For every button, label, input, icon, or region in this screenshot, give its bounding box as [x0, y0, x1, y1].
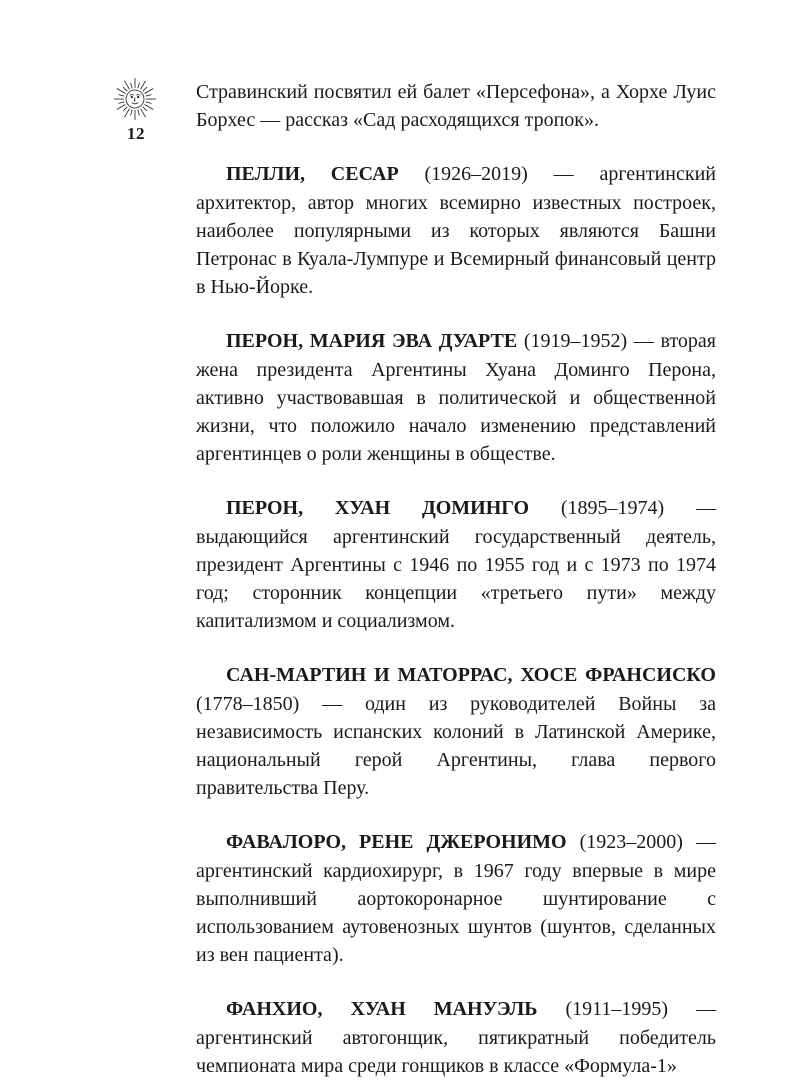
entry-text: (1895–1974) — выдающийся аргентинский государственный деятель, президент Аргентины с 1946 по 1955 год и с 1973 по 1974 год; сторонник концепции «третьего пути» между капитализмом и социализмом.: [196, 497, 716, 633]
entry-name: ФАВАЛОРО, РЕНЕ ДЖЕРОНИМО: [226, 831, 567, 854]
entry-text: (1911–1995) — аргентинский автогонщик, пятикратный победитель чемпионата мира среди гонщиков в классе «Формула-1»: [196, 998, 717, 1077]
intro-paragraph: Стравинский посвятил ей балет «Персефона», а Хорхе Луис Борхес — рассказ «Сад расходящихся тропок».: [196, 81, 716, 132]
page-body: [196, 78, 716, 1080]
sun-ray: [146, 102, 152, 104]
sun-ray: [131, 83, 133, 89]
page-number: 12: [127, 124, 145, 143]
sun-ray: [123, 87, 127, 91]
sun-ray: [145, 105, 154, 110]
sun-ray: [141, 109, 146, 118]
sun-ray: [145, 89, 154, 94]
entry-name: ПЕЛЛИ, СЕСАР: [226, 163, 399, 186]
glossary-entry: [196, 661, 716, 802]
sun-ray: [125, 109, 130, 118]
entry-text: (1923–2000) — аргентинский кардиохирург, в 1967 году впервые в мире выполнивший аортокоронарное шунтирование с использованием аутовенозных шунтов (шунтов, сделанных из вен пациента).: [196, 831, 716, 967]
sun-ray: [141, 81, 146, 90]
entry-text: (1778–1850) — один из руководителей Войны за независимость испанских колоний в Латинской Америке, национальный герой Аргентины, глава первого правительства Перу.: [196, 692, 716, 800]
sun-ray: [131, 110, 133, 116]
sun-ray: [146, 95, 152, 97]
entry-name: ПЕРОН, МАРИЯ ЭВА ДУАРТЕ: [226, 330, 518, 353]
glossary-entry: [196, 995, 716, 1080]
entry-text: (1919–1952) — вторая жена президента Аргентины Хуана Доминго Перона, активно участвовавшая в политической и общественной жизни, что положило начало изменению представлений аргентинцев о роли женщины в обществе.: [196, 330, 716, 466]
sun-ray: [119, 102, 125, 104]
sun-face-icon: [112, 76, 158, 122]
glossary-entry: [196, 160, 716, 301]
sun-ray: [143, 107, 147, 111]
sun-ray: [138, 83, 140, 89]
sun-ray: [117, 89, 126, 94]
entry-name: САН-МАРТИН И МАТОРРАС, ХОСЕ ФРАНСИСКО: [226, 664, 716, 687]
entry-text: (1926–2019) — аргентинский архитектор, автор многих всемирно известных построек, наиболее популярными из которых являются Башни Петронас в Куала-Лумпуре и Всемирный финансовый центр в Нью-Йорке.: [196, 163, 716, 299]
sun-ray: [117, 105, 126, 110]
sun-ray: [138, 110, 140, 116]
sun-ray: [123, 107, 127, 111]
glossary-entry: [196, 327, 716, 468]
sun-ray: [143, 87, 147, 91]
sun-ray: [119, 95, 125, 97]
entry-name: ПЕРОН, ХУАН ДОМИНГО: [226, 497, 530, 520]
sun-ray: [125, 81, 130, 90]
glossary-entry: [196, 828, 716, 969]
glossary-entry: [196, 494, 716, 635]
entry-name: ФАНХИО, ХУАН МАНУЭЛЬ: [226, 998, 538, 1021]
